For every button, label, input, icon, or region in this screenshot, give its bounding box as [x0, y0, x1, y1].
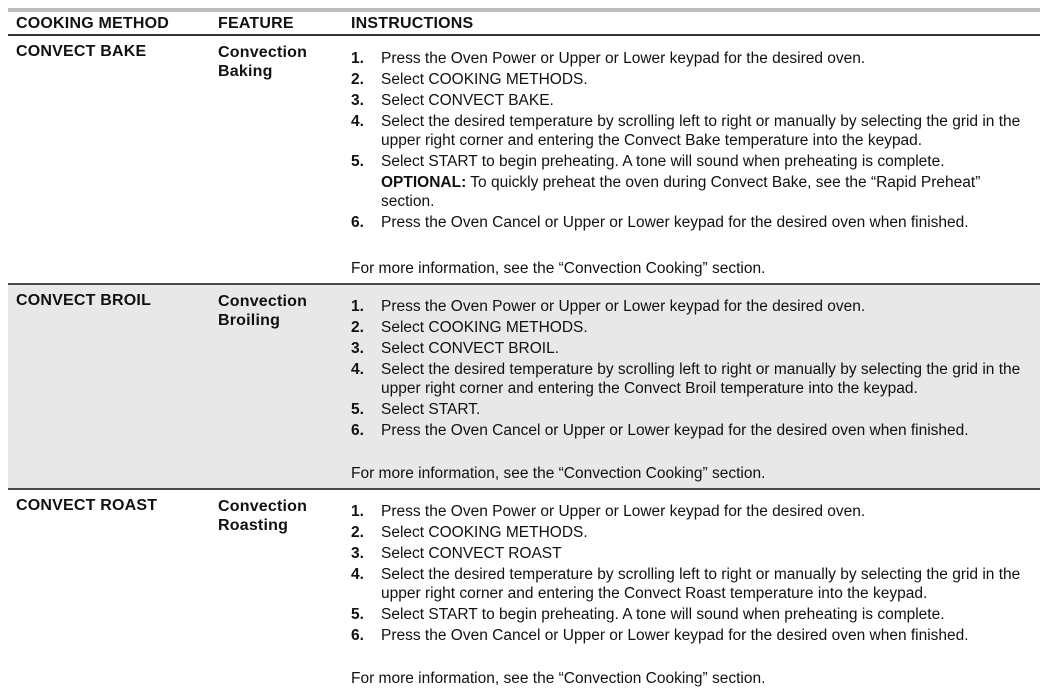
- step-text: Select CONVECT BROIL.: [381, 340, 560, 357]
- step-text: Press the Oven Power or Upper or Lower keypad for the desired oven.: [381, 298, 866, 315]
- optional-text: To quickly preheat the oven during Convect Bake, see the “Rapid Preheat” section.: [381, 174, 981, 210]
- header-instructions: INSTRUCTIONS: [351, 15, 474, 32]
- step-number: 5.: [351, 401, 364, 418]
- instruction-list: [351, 502, 1036, 647]
- step-number: 2.: [351, 524, 364, 541]
- table-row-convect-broil: [8, 285, 1040, 488]
- table-row-convect-roast: [8, 490, 1040, 695]
- instruction-step: [351, 502, 1036, 521]
- optional-label: OPTIONAL:: [381, 174, 467, 191]
- header-feature: FEATURE: [218, 15, 294, 32]
- table-row-convect-bake: [8, 36, 1040, 282]
- step-number: 4.: [351, 566, 364, 583]
- optional-note: [351, 173, 1036, 211]
- step-number: 1.: [351, 503, 364, 520]
- step-number: 1.: [351, 50, 364, 67]
- instruction-step: [351, 523, 1036, 542]
- step-number: 4.: [351, 113, 364, 130]
- instruction-step: [351, 421, 1036, 440]
- step-text: Select COOKING METHODS.: [381, 524, 588, 541]
- step-number: 2.: [351, 319, 364, 336]
- step-text: Select START to begin preheating. A tone will sound when preheating is complete.: [381, 153, 945, 170]
- instruction-step: [351, 605, 1036, 624]
- step-text: Press the Oven Power or Upper or Lower keypad for the desired oven.: [381, 503, 866, 520]
- step-number: 4.: [351, 361, 364, 378]
- step-text: Select the desired temperature by scrolling left to right or manually by selecting the grid in the upper right corner and entering the Convect Bake temperature into the keypad.: [381, 113, 1021, 149]
- step-text: Select the desired temperature by scrolling left to right or manually by selecting the grid in the upper right corner and entering the Convect Roast temperature into the keypad.: [381, 566, 1021, 602]
- table-header: [8, 12, 1040, 36]
- instruction-step: [351, 400, 1036, 419]
- step-text: Select START.: [381, 401, 481, 418]
- step-number: 3.: [351, 340, 364, 357]
- step-number: 6.: [351, 214, 364, 231]
- instruction-step: [351, 626, 1036, 645]
- feature-name: [218, 43, 338, 81]
- instruction-step: [351, 91, 1036, 110]
- method-name: CONVECT BAKE: [16, 43, 147, 60]
- feature-line: Convection: [218, 44, 308, 61]
- step-text: Select START to begin preheating. A tone will sound when preheating is complete.: [381, 606, 945, 623]
- instruction-step: [351, 213, 1036, 232]
- instruction-step: [351, 70, 1036, 89]
- feature-name: [218, 292, 338, 330]
- step-text: Select CONVECT BAKE.: [381, 92, 554, 109]
- step-number: 3.: [351, 92, 364, 109]
- feature-line: Convection: [218, 498, 308, 515]
- step-text: Press the Oven Power or Upper or Lower keypad for the desired oven.: [381, 50, 866, 67]
- step-number: 6.: [351, 627, 364, 644]
- instruction-list: [351, 49, 1036, 234]
- step-text: Select COOKING METHODS.: [381, 71, 588, 88]
- step-text: Select CONVECT ROAST: [381, 545, 562, 562]
- step-number: 1.: [351, 298, 364, 315]
- step-number: 5.: [351, 153, 364, 170]
- step-number: 6.: [351, 422, 364, 439]
- header-cooking-method: COOKING METHOD: [16, 15, 170, 32]
- step-text: Select the desired temperature by scrolling left to right or manually by selecting the grid in the upper right corner and entering the Convect Broil temperature into the keypad.: [381, 361, 1021, 397]
- step-number: 2.: [351, 71, 364, 88]
- feature-line: Broiling: [218, 312, 281, 329]
- instruction-step: [351, 152, 1036, 171]
- more-info-text: For more information, see the “Convection Cooking” section.: [351, 260, 766, 277]
- instruction-list: [351, 297, 1036, 442]
- instruction-step: [351, 544, 1036, 563]
- feature-line: Roasting: [218, 517, 289, 534]
- instruction-step: [351, 339, 1036, 358]
- step-number: 5.: [351, 606, 364, 623]
- feature-line: Convection: [218, 293, 308, 310]
- method-name: CONVECT BROIL: [16, 292, 152, 309]
- more-info-text: For more information, see the “Convection Cooking” section.: [351, 670, 766, 687]
- feature-name: [218, 497, 338, 535]
- instruction-step: [351, 318, 1036, 337]
- more-info-text: For more information, see the “Convection Cooking” section.: [351, 465, 766, 482]
- instruction-step: [351, 49, 1036, 68]
- instruction-step: [351, 297, 1036, 316]
- feature-line: Baking: [218, 63, 273, 80]
- instruction-step: [351, 112, 1036, 150]
- step-number: 3.: [351, 545, 364, 562]
- step-text: Select COOKING METHODS.: [381, 319, 588, 336]
- step-text: Press the Oven Cancel or Upper or Lower keypad for the desired oven when finished.: [381, 627, 969, 644]
- instruction-step: [351, 360, 1036, 398]
- method-name: CONVECT ROAST: [16, 497, 158, 514]
- instruction-step: [351, 565, 1036, 603]
- step-text: Press the Oven Cancel or Upper or Lower keypad for the desired oven when finished.: [381, 214, 969, 231]
- step-text: Press the Oven Cancel or Upper or Lower keypad for the desired oven when finished.: [381, 422, 969, 439]
